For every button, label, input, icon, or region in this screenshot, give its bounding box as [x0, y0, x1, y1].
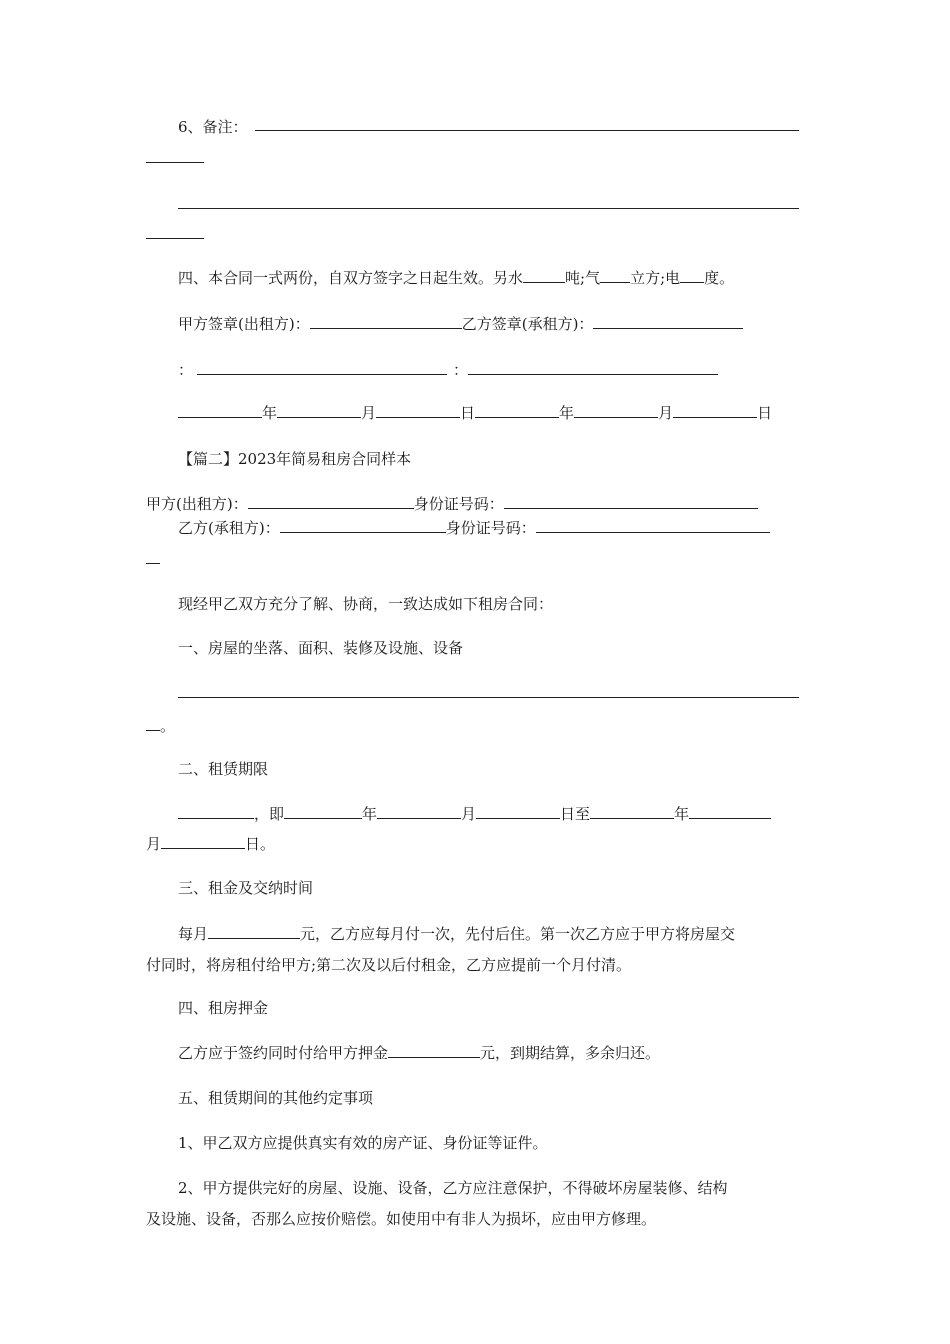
monthly-rent-blank	[208, 925, 300, 939]
date-line	[178, 403, 772, 423]
remarks-line	[178, 117, 248, 137]
id-b-blank	[536, 519, 770, 533]
party-a-signature-blank	[310, 315, 462, 329]
s1-blank	[178, 697, 799, 698]
remarks-blank-2-cont	[146, 238, 204, 239]
s1-blank-cont	[146, 717, 160, 731]
s2-day-end: 日。	[245, 835, 276, 853]
id-a-label: 身份证号码：	[413, 495, 504, 513]
elec-unit: 度。	[704, 269, 735, 287]
section-title: 【篇二】2023年简易租房合同样本	[178, 450, 412, 468]
end-year-blank	[590, 805, 674, 819]
s4-title: 四、租房押金	[178, 999, 269, 1017]
end-day-blank	[161, 835, 245, 849]
signature-line	[178, 314, 743, 334]
s5-item-2-line-1: 2、甲方提供完好的房屋、设施、设备，乙方应注意保护，不得破坏房屋装修、结构	[178, 1179, 728, 1197]
elec-blank	[680, 269, 704, 283]
day-2-blank	[673, 404, 757, 418]
party-b-line	[178, 518, 770, 538]
id-b-label: 身份证号码：	[445, 519, 536, 537]
month-1: 月	[361, 404, 377, 422]
s2-year-a: 年	[362, 805, 378, 823]
party-a-signature-label: 甲方签章(出租方)：	[178, 315, 310, 333]
id-a-blank	[504, 495, 758, 509]
month-1-blank	[277, 404, 361, 418]
s4-start: 乙方应于签约同时付给甲方押金	[178, 1044, 389, 1062]
day-1: 日	[460, 404, 476, 422]
colon-line	[178, 360, 718, 380]
s2-title: 二、租赁期限	[178, 760, 269, 778]
start-year-blank	[284, 805, 362, 819]
party-b-label: 乙方(承租方)：	[178, 519, 280, 537]
left-colon-blank	[197, 361, 447, 375]
s2-line-2	[146, 834, 275, 854]
s3-line-1	[178, 924, 735, 944]
term-blank	[178, 805, 254, 819]
s2-line-1	[178, 804, 771, 824]
s2-month-b: 月	[146, 835, 162, 853]
year-2: 年	[559, 404, 575, 422]
party-a-blank	[248, 495, 414, 509]
month-2: 月	[658, 404, 674, 422]
party-a-label: 甲方(出租方)：	[146, 495, 248, 513]
day-2: 日	[757, 404, 773, 422]
s5-title: 五、租赁期间的其他约定事项	[178, 1089, 374, 1107]
party-a-line	[146, 494, 758, 514]
remarks-label: 6、备注：	[178, 118, 248, 136]
s4-rest: 元，到期结算，多余归还。	[480, 1044, 661, 1062]
s2-year-b: 年	[674, 805, 690, 823]
water-blank	[523, 269, 565, 283]
colon-left: ：	[178, 361, 194, 379]
s2-day-to: 日至	[560, 805, 591, 823]
year-1: 年	[262, 404, 278, 422]
deposit-blank	[388, 1044, 480, 1058]
clause-4-line	[178, 268, 734, 288]
intro: 现经甲乙双方充分了解、协商，一致达成如下租房合同：	[178, 595, 554, 613]
s3-title: 三、租金及交纳时间	[178, 879, 314, 897]
s3-start: 每月	[178, 925, 209, 943]
remarks-blank-2	[178, 208, 799, 209]
s1-title: 一、房屋的坐落、面积、装修及设施、设备	[178, 639, 464, 657]
id-b-blank-cont	[146, 563, 160, 564]
remarks-blank-1-cont	[146, 162, 204, 163]
colon-right: ：	[453, 361, 469, 379]
clause-4-text: 四、本合同一式两份，自双方签字之日起生效。另水	[178, 269, 524, 287]
party-b-signature-label: 乙方签章(承租方)：	[461, 315, 594, 333]
start-month-blank	[377, 805, 461, 819]
remarks-blank-1	[255, 130, 799, 131]
s3-line-2: 付同时，将房租付给甲方;第二次及以后付租金，乙方应提前一个月付清。	[146, 956, 632, 974]
s1-end-mark: 。	[160, 717, 176, 735]
end-month-blank	[689, 805, 771, 819]
water-unit: 吨;气	[565, 269, 601, 287]
s1-end-line	[146, 716, 175, 736]
party-b-blank	[280, 519, 446, 533]
s2-ji: ，即	[254, 805, 285, 823]
day-1-blank	[376, 404, 460, 418]
gas-unit: 立方;电	[630, 269, 681, 287]
start-day-blank	[476, 805, 560, 819]
s4-line	[178, 1043, 660, 1063]
s5-item-1: 1、甲乙双方应提供真实有效的房产证、身份证等证件。	[178, 1134, 548, 1152]
s2-month-a: 月	[461, 805, 477, 823]
year-1-blank	[178, 404, 262, 418]
year-2-blank	[475, 404, 559, 418]
s3-rest: 元，乙方应每月付一次，先付后住。第一次乙方应于甲方将房屋交	[300, 925, 736, 943]
party-b-signature-blank	[593, 315, 743, 329]
gas-blank	[600, 269, 630, 283]
s5-item-2-line-2: 及设施、设备，否那么应按价赔偿。如使用中有非人为损坏，应由甲方修理。	[146, 1210, 657, 1228]
right-colon-blank	[468, 361, 718, 375]
month-2-blank	[574, 404, 658, 418]
